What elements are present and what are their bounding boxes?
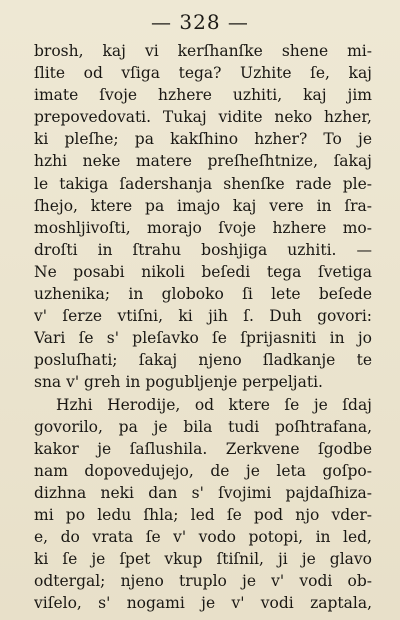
text-line: uzhenika; in globoko ſi lete beſede: [34, 285, 372, 304]
body-text: [34, 40, 372, 614]
text-line: Ne posabi nikoli beſedi tega ſvetiga: [34, 262, 372, 281]
text-line: ki ſe je ſpet vkup ſtiſnil, ji je glavo: [34, 550, 372, 569]
paragraph-first-line: Hzhi Herodije, od ktere ſe je ſdaj: [56, 395, 372, 414]
text-line: sna v' greh in pogubljenje perpeljati.: [34, 373, 323, 392]
text-line: brosh, kaj vi kerſhanſke shene mi-: [34, 42, 372, 60]
text-line: govorilo, pa je bila tudi poſhtrafana,: [34, 417, 372, 436]
text-line: prepovedovati. Tukaj vidite neko hzher,: [34, 108, 372, 127]
text-line: Vari ſe s' pleſavko ſe ſprijasniti in jo: [34, 329, 372, 348]
text-line: ſhejo, ktere pa imajo kaj vere in ſra-: [34, 196, 372, 215]
text-line: le takiga ſadershanja shenſke rade ple-: [34, 174, 372, 193]
text-line: v' ſerze vtiſni, ki jih ſ. Duh govori:: [34, 307, 372, 326]
text-line: viſelo, s' nogami je v' vodi zaptala,: [34, 594, 372, 613]
text-line: imate ſvoje hzhere uzhiti, kaj jim: [34, 86, 372, 105]
page-number: — 328 —: [151, 10, 249, 34]
text-line: nam dopovedujejo, de je leta goſpo-: [34, 461, 372, 480]
text-line: droſti in ſtrahu boshjiga uzhiti. —: [34, 240, 372, 259]
text-line: dizhna neki dan s' ſvojimi pajdaſhiza-: [34, 483, 372, 502]
text-line: ſlite od vſiga tega? Uzhite ſe, kaj: [34, 64, 372, 83]
text-line: ki pleſhe; pa kakſhino hzher? To je: [34, 130, 372, 149]
text-line: moshljivoſti, morajo ſvoje hzhere mo-: [34, 218, 372, 237]
text-line: posluſhati; ſakaj njeno ſladkanje te: [34, 351, 372, 370]
text-line: mi po ledu ſhla; led ſe pod njo vder-: [34, 505, 372, 524]
text-line: odtergal; njeno truplo je v' vodi ob-: [34, 572, 372, 591]
text-line: kakor je ſaſlushila. Zerkvene ſgodbe: [34, 439, 372, 458]
text-line: hzhi neke matere preſheſhtnize, ſakaj: [34, 152, 372, 171]
text-line: e, do vrata ſe v' vodo potopi, in led,: [34, 528, 372, 547]
